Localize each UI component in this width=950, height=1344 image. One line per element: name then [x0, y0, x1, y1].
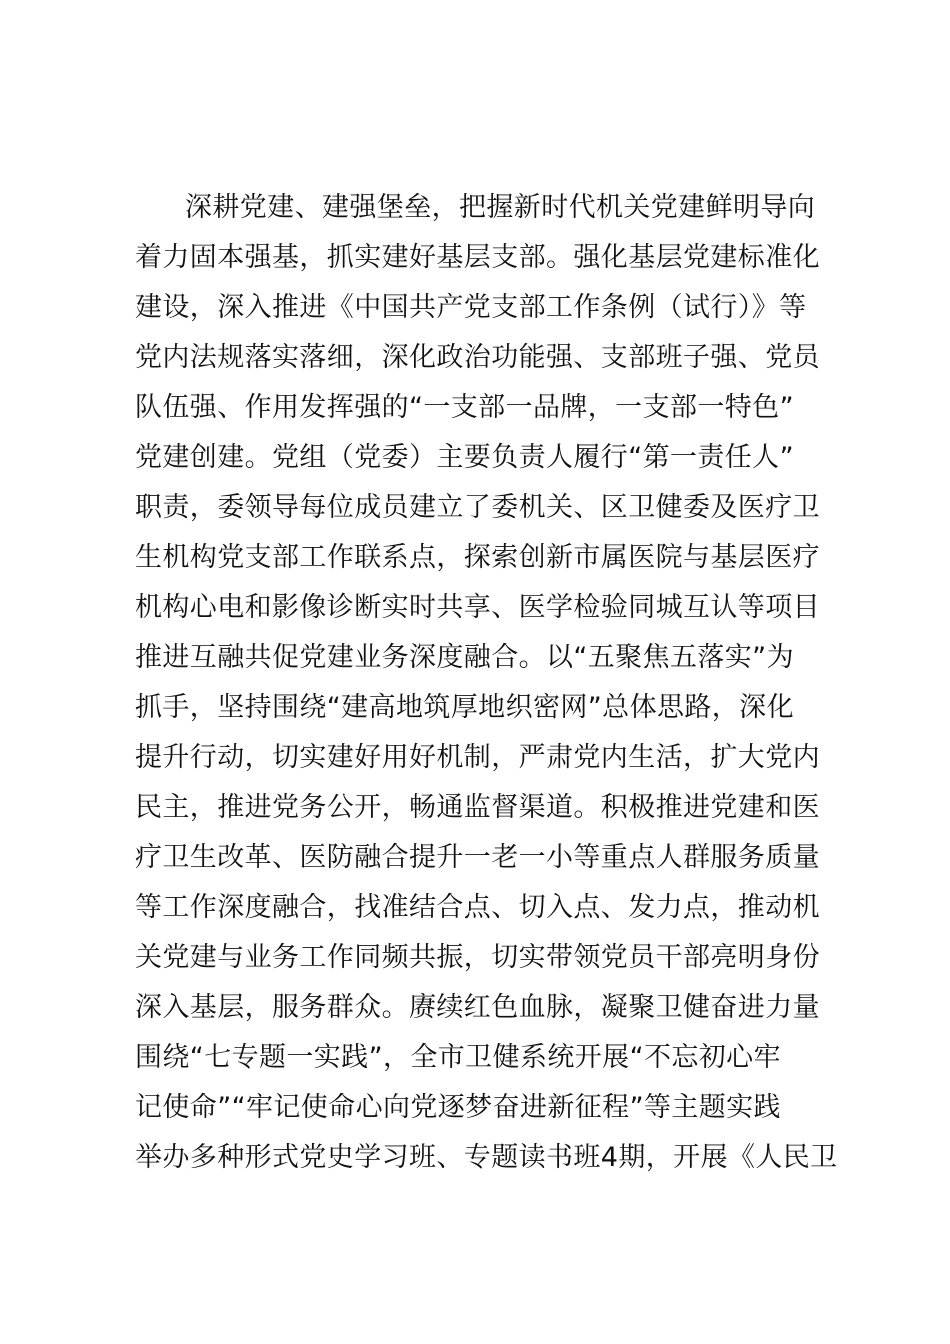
text-line-16: 关党建与业务工作同频共振，切实带领党员干部亮明身份	[135, 942, 820, 973]
text-line-10: 推进互融共促党建业务深度融合。以“五聚焦五落实”为	[135, 642, 794, 673]
text-line-19: 记使命”“牢记使命心向党逐梦奋进新征程”等主题实践	[135, 1092, 781, 1123]
text-line-3: 建设，深入推进《中国共产党支部工作条例（试行）》等	[135, 292, 807, 323]
text-line-5: 队伍强、作用发挥强的“一支部一品牌，一支部一特色”	[135, 392, 794, 423]
text-line-8: 生机构党支部工作联系点，探索创新市属医院与基层医疗	[135, 542, 820, 573]
text-line-14: 疗卫生改革、医防融合提升一老一小等重点人群服务质量	[135, 842, 820, 873]
body-paragraph	[135, 183, 850, 1183]
text-line-2: 着力固本强基，抓实建好基层支部。强化基层党建标准化	[135, 242, 820, 273]
text-line-20: 举办多种形式党史学习班、专题读书班4期，开展《人民卫	[135, 1142, 838, 1173]
text-line-7: 职责，委领导每位成员建立了委机关、区卫健委及医疗卫	[135, 492, 820, 523]
text-line-4: 党内法规落实落细，深化政治功能强、支部班子强、党员	[135, 342, 820, 373]
text-line-13: 民主，推进党务公开，畅通监督渠道。积极推进党建和医	[135, 792, 820, 823]
text-line-17: 深入基层，服务群众。赓续红色血脉，凝聚卫健奋进力量	[135, 992, 820, 1023]
text-line-11: 抓手，坚持围绕“建高地筑厚地织密网”总体思路，深化	[135, 692, 794, 723]
text-line-18: 围绕“七专题一实践”，全市卫健系统开展“不忘初心牢	[135, 1042, 781, 1073]
text-line-6: 党建创建。党组（党委）主要负责人履行“第一责任人”	[135, 442, 794, 473]
text-line-12: 提升行动，切实建好用好机制，严肃党内生活，扩大党内	[135, 742, 820, 773]
text-line-1: 深耕党建、建强堡垒，把握新时代机关党建鲜明导向	[185, 192, 816, 223]
text-line-15: 等工作深度融合，找准结合点、切入点、发力点，推动机	[135, 892, 820, 923]
text-line-9: 机构心电和影像诊断实时共享、医学检验同城互认等项目	[135, 592, 820, 623]
